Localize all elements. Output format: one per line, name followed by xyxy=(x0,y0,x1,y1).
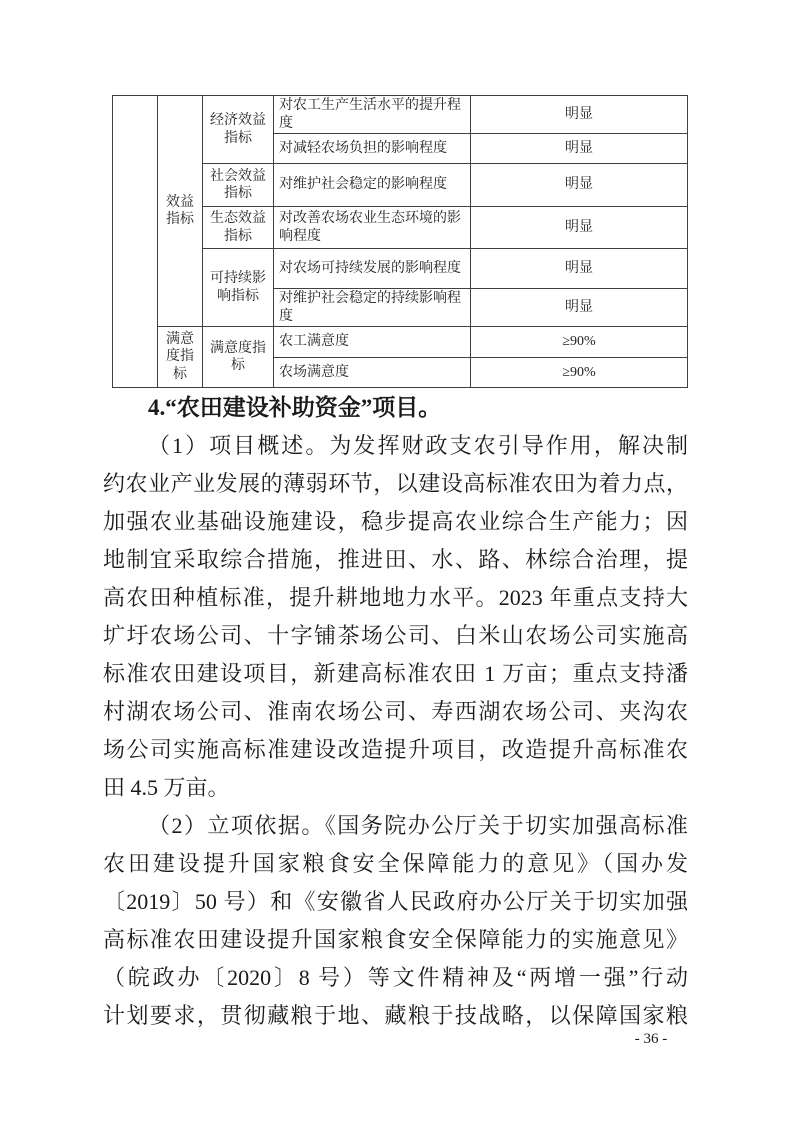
value-cell: 明显 xyxy=(471,134,688,164)
value-cell: 明显 xyxy=(471,289,688,327)
paragraph1-line: 村湖农场公司、淮南农场公司、寿西湖农场公司、夹沟农 xyxy=(103,699,688,724)
paragraph1-line: 田 4.5 万亩。 xyxy=(103,775,230,800)
table-continuation-cell xyxy=(113,96,158,388)
value-cell: 明显 xyxy=(471,207,688,249)
value-cell: ≥90% xyxy=(471,327,688,358)
sub-group-ecological-label: 生态效益指标 xyxy=(203,207,274,249)
table-row xyxy=(113,96,688,134)
row-group-benefit-label: 效益指标 xyxy=(158,96,203,327)
sub-group-social-label: 社会效益指标 xyxy=(203,164,274,207)
paragraph2-line: 〔2019〕50 号）和《安徽省人民政府办公厅关于切实加强 xyxy=(103,889,688,914)
evaluation-indicator-table xyxy=(112,95,688,388)
indicator-cell: 对改善农场农业生态环境的影响程度 xyxy=(274,207,471,249)
paragraph2-line: （皖政办〔2020〕8 号）等文件精神及“两增一强”行动 xyxy=(103,965,688,990)
page-number: - 36 - xyxy=(634,1031,668,1047)
table-row xyxy=(113,327,688,358)
sub-group-sustainable-label: 可持续影响指标 xyxy=(203,249,274,327)
value-cell: 明显 xyxy=(471,164,688,207)
paragraph2-line: 计划要求，贯彻藏粮于地、藏粮于技战略，以保障国家粮 xyxy=(103,1003,688,1028)
value-cell: 明显 xyxy=(471,249,688,289)
value-cell: 明显 xyxy=(471,96,688,134)
indicator-cell: 对农工生产生活水平的提升程度 xyxy=(274,96,471,134)
paragraph1-line: 圹圩农场公司、十字铺茶场公司、白米山农场公司实施高 xyxy=(103,623,688,648)
paragraph1-line: 约农业产业发展的薄弱环节，以建设高标准农田为着力点， xyxy=(103,471,688,496)
paragraph1-line: （1）项目概述。为发挥财政支农引导作用，解决制 xyxy=(148,433,688,458)
indicator-cell: 农场满意度 xyxy=(274,358,471,388)
indicator-table xyxy=(112,95,687,388)
value-cell: ≥90% xyxy=(471,358,688,388)
paragraph2-line: 高标准农田建设提升国家粮食安全保障能力的实施意见》 xyxy=(103,927,688,952)
indicator-cell: 对维护社会稳定的影响程度 xyxy=(274,164,471,207)
sub-group-economic-label: 经济效益指标 xyxy=(203,96,274,164)
section-heading: 4.“农田建设补助资金”项目。 xyxy=(148,395,442,420)
indicator-cell: 对农场可持续发展的影响程度 xyxy=(274,249,471,289)
indicator-cell: 对减轻农场负担的影响程度 xyxy=(274,134,471,164)
paragraph1-line: 地制宜采取综合措施，推进田、水、路、林综合治理，提 xyxy=(103,547,688,572)
indicator-cell: 农工满意度 xyxy=(274,327,471,358)
paragraph1-line: 场公司实施高标准建设改造提升项目，改造提升高标准农 xyxy=(103,737,688,762)
indicator-cell: 对维护社会稳定的持续影响程度 xyxy=(274,289,471,327)
row-group-satisfaction-label: 满意度指标 xyxy=(158,327,203,388)
paragraph1-line: 加强农业基础设施建设，稳步提高农业综合生产能力；因 xyxy=(103,509,688,534)
paragraph2-line: （2）立项依据。《国务院办公厅关于切实加强高标准 xyxy=(148,813,688,838)
document-body xyxy=(103,389,688,1035)
paragraph1-line: 高农田种植标准，提升耕地地力水平。2023 年重点支持大 xyxy=(103,585,688,610)
paragraph2-line: 农田建设提升国家粮食安全保障能力的意见》（国办发 xyxy=(103,851,688,876)
paragraph1-line: 标准农田建设项目，新建高标准农田 1 万亩；重点支持潘 xyxy=(103,661,688,686)
sub-group-satisfaction-label: 满意度指标 xyxy=(203,327,274,388)
